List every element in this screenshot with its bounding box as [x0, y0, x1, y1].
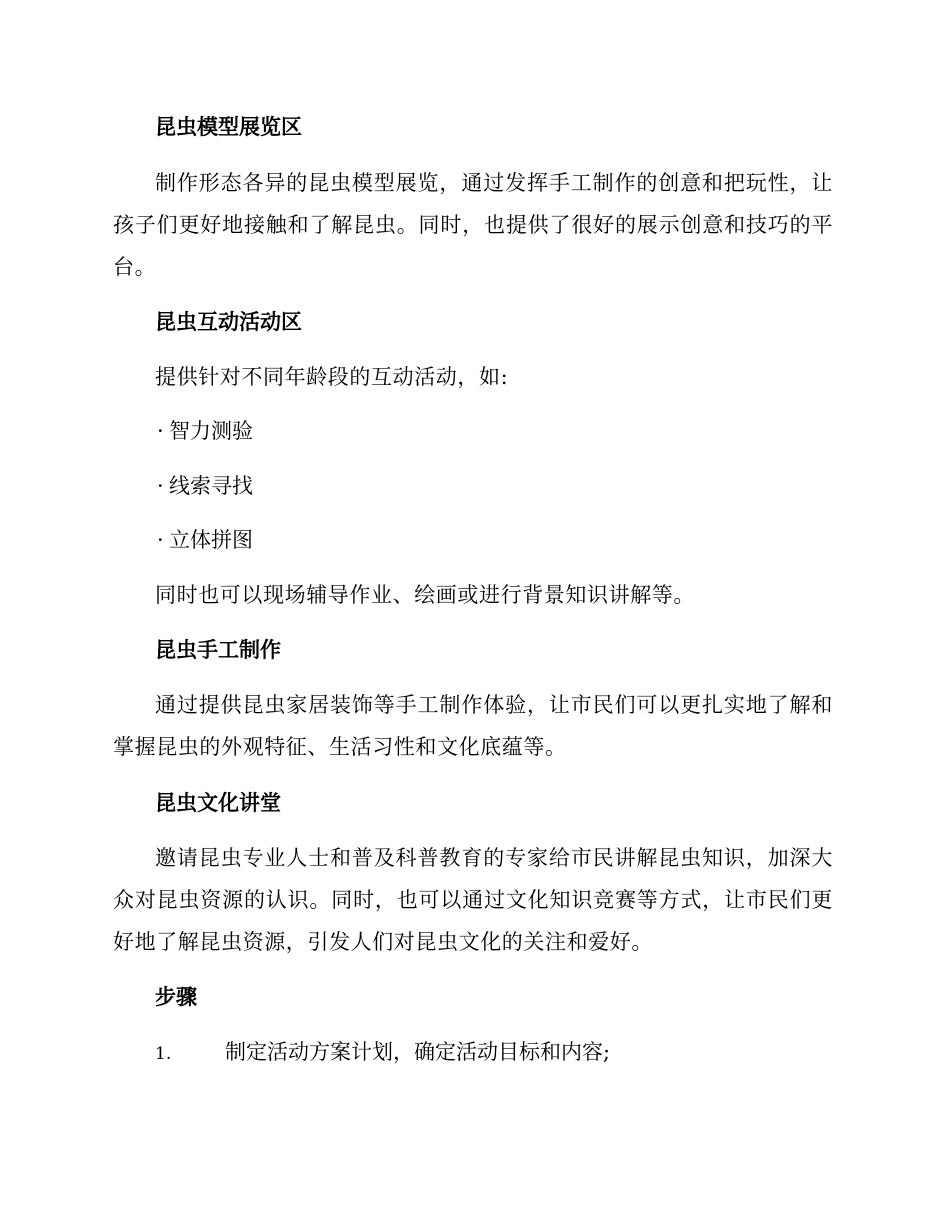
paragraph-craft: 通过提供昆虫家居装饰等手工制作体验，让市民们可以更扎实地了解和掌握昆虫的外观特征、生活习性和文化底蕴等。	[113, 693, 833, 759]
section-heading-model: 昆虫模型展览区	[155, 115, 302, 139]
bullet-icon: ·	[157, 419, 164, 443]
bullet-icon: ·	[157, 528, 164, 552]
step-item	[155, 1037, 610, 1069]
step-number: 1.	[155, 1044, 172, 1064]
section-heading-steps: 步骤	[155, 985, 197, 1009]
section-heading-culture: 昆虫文化讲堂	[155, 791, 281, 815]
paragraph-model: 制作形态各异的昆虫模型展览，通过发挥手工制作的创意和把玩性，让孩子们更好地接触和了解昆虫。同时，也提供了很好的展示创意和技巧的平台。	[113, 171, 833, 279]
section-heading-interactive: 昆虫互动活动区	[155, 310, 302, 334]
paragraph-culture: 邀请昆虫专业人士和普及科普教育的专家给市民讲解昆虫知识，加深大众对昆虫资源的认识。同时，也可以通过文化知识竞赛等方式，让市民们更好地了解昆虫资源，引发人们对昆虫文化的关注和爱好。	[113, 846, 833, 954]
step-text: 制定活动方案计划，确定活动目标和内容;	[225, 1040, 611, 1064]
bullet-icon: ·	[157, 474, 164, 498]
list-item: · 智力测验	[157, 416, 253, 446]
section-heading-craft: 昆虫手工制作	[155, 638, 281, 662]
paragraph-interactive-intro: 提供针对不同年龄段的互动活动，如:	[155, 365, 509, 389]
list-item: · 线索寻找	[157, 471, 253, 501]
paragraph-interactive-outro: 同时也可以现场辅导作业、绘画或进行背景知识讲解等。	[155, 583, 695, 607]
list-item: · 立体拼图	[157, 525, 253, 555]
